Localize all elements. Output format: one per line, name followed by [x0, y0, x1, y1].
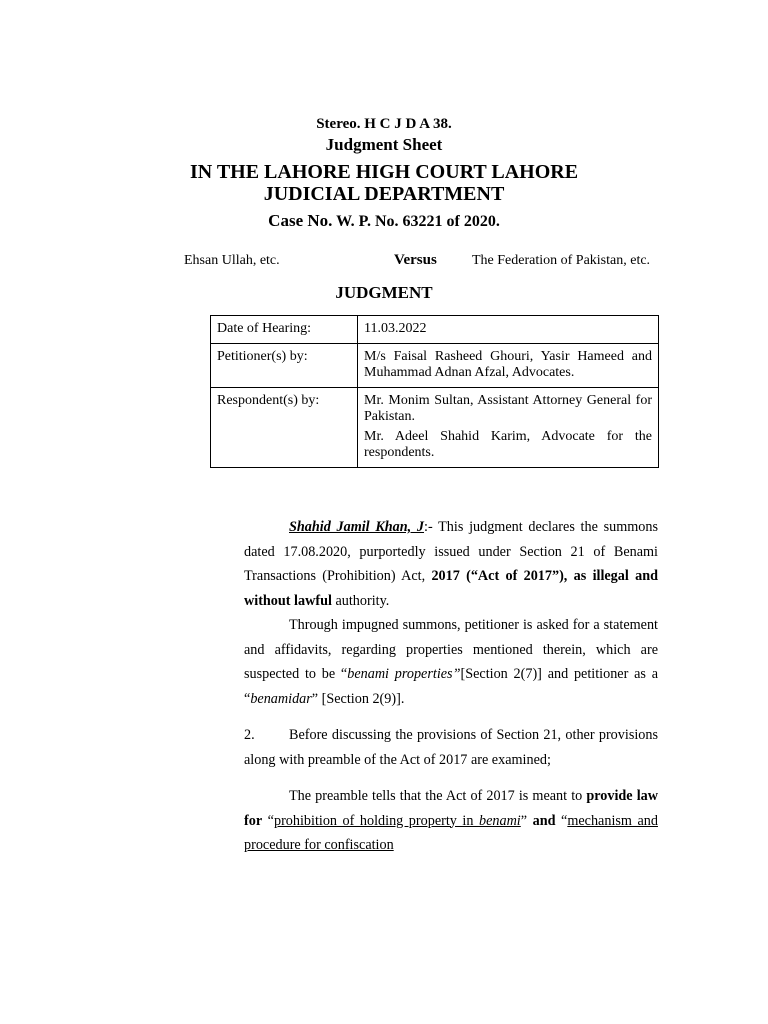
court-line-1: IN THE LAHORE HIGH COURT LAHORE [189, 161, 579, 183]
respondent-party: The Federation of Pakistan, etc. [472, 253, 651, 268]
p4-and: and [532, 812, 556, 829]
p2-text-c: ” [Section 2(9)]. [311, 690, 405, 707]
paragraph-number: 2. [244, 727, 255, 743]
table-row [211, 316, 659, 344]
case-label: Case No. [268, 211, 333, 230]
stereo-line: Stereo. H C J D A 38. [316, 116, 452, 132]
p2-text-a: Through impugned summons, petitioner is asked for a statement and affidavits, regarding properties mentioned therein, which are suspected to be “ [244, 617, 658, 682]
respondent-counsel-2: Mr. Adeel Shahid Karim, Advocate for the respondents. [364, 429, 652, 460]
table-row [211, 388, 659, 468]
table-row [211, 344, 659, 388]
p2-text-b: [Section 2(7)] and petitioner as a “ [244, 666, 659, 707]
respondent-counsel-1: Mr. Monim Sultan, Assistant Attorney General for Pakistan. [364, 393, 652, 424]
petitioner-label: Petitioner(s) by: [211, 344, 358, 388]
p1-text-a: This judgment declares the summons dated 17.08.2020, purportedly issued under Section 21 of Benami Transactions (Prohibition) Act, [244, 519, 658, 584]
respondent-counsel [358, 388, 659, 468]
p2-benami-properties: benami properties” [347, 666, 461, 682]
appearance-table [210, 315, 659, 468]
court-line-2: JUDICIAL DEPARTMENT [263, 183, 505, 205]
case-number: W. P. No. 63221 of 2020. [336, 213, 500, 230]
p4-text-bold: provide law for [244, 788, 658, 829]
judge-suffix: :- [424, 519, 439, 535]
judgment-heading: JUDGMENT [335, 283, 433, 302]
paragraph-4 [244, 784, 658, 858]
p4-underline-1: prohibition of holding property in [273, 812, 479, 829]
case-number-line [0, 211, 768, 231]
hearing-value: 11.03.2022 [358, 316, 659, 344]
paragraph-2 [244, 613, 658, 711]
paragraph-3 [244, 723, 658, 772]
petitioner-party: Ehsan Ullah, etc. [184, 253, 280, 268]
p4-benami: benami [478, 812, 521, 829]
p2-benamidar: benamidar [250, 690, 312, 707]
versus-label: Versus [394, 252, 437, 268]
p3-text: Before discussing the provisions of Section 21, other provisions along with preamble of the Act of 2017 are examined; [244, 727, 658, 768]
p4-underline-2: mechanism and procedure for confiscation [244, 812, 658, 853]
p4-quote-open-2: “ [555, 812, 568, 829]
p1-text-c: authority. [331, 592, 390, 609]
court-title [0, 161, 768, 205]
p4-text-a: The preamble tells that the Act of 2017 is meant to [289, 788, 587, 804]
judge-name: Shahid Jamil Khan, J [289, 519, 425, 535]
paragraph-1 [244, 515, 658, 613]
p1-text-bold: 2017 (“Act of 2017”), as illegal and without lawful [244, 568, 658, 609]
respondent-label: Respondent(s) by: [211, 388, 358, 468]
petitioner-counsel: M/s Faisal Rasheed Ghouri, Yasir Hameed and Muhammad Adnan Afzal, Advocates. [358, 344, 659, 388]
hearing-label: Date of Hearing: [211, 316, 358, 344]
p4-quote-close: ” [520, 812, 533, 829]
judgment-body [244, 515, 658, 858]
judgment-sheet-title: Judgment Sheet [325, 135, 443, 154]
paragraph-gap [244, 772, 658, 784]
paragraph-gap [244, 711, 658, 723]
p4-quote-open: “ [262, 812, 274, 829]
